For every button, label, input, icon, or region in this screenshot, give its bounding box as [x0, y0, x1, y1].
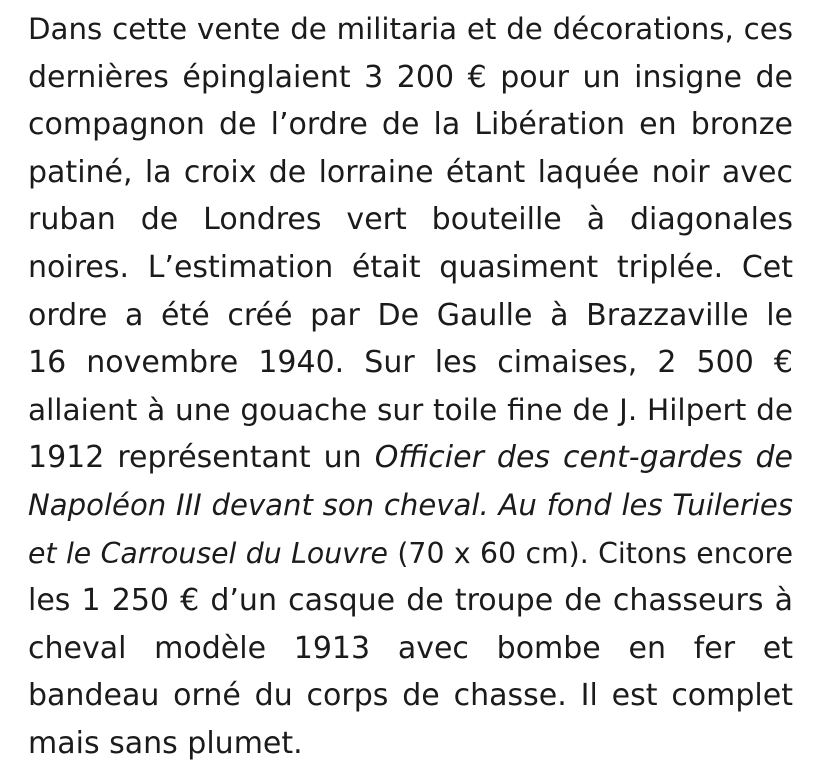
text-segment: ordre a été créé par De Gaulle à Brazzaville le [28, 297, 793, 333]
text-segment: allaient à une gouache sur toile fine de J. Hilpert de [28, 392, 793, 427]
text-segment: (70 x 60 cm). Citons encore [387, 536, 793, 570]
text-line [28, 625, 793, 673]
text-line [28, 54, 793, 102]
text-segment: 1912 représentant un [28, 440, 375, 476]
text-segment: ruban de Londres vert bouteille à diagonales [28, 202, 793, 238]
text-line [28, 720, 793, 768]
text-line [28, 387, 793, 435]
text-line [28, 196, 793, 244]
text-line [28, 292, 793, 340]
text-line [28, 244, 793, 292]
text-segment: mais sans plumet. [28, 725, 303, 761]
text-segment: cheval modèle 1913 avec bombe en fer et [28, 630, 793, 666]
text-segment: bandeau orné du corps de chasse. Il est complet [28, 678, 793, 714]
text-segment: compagnon de l’ordre de la Libération en bronze [28, 107, 793, 143]
text-segment: patiné, la croix de lorraine étant laquée noir avec [28, 154, 793, 190]
text-segment: dernières épinglaient 3 200 € pour un insigne de [28, 59, 793, 95]
text-line [28, 149, 793, 197]
article-paragraph [28, 6, 793, 768]
text-segment: 16 novembre 1940. Sur les cimaises, 2 500 € [28, 345, 793, 381]
italic-title-segment: Officier des cent-gardes de [374, 440, 793, 476]
text-line [28, 339, 793, 387]
text-line [28, 482, 793, 530]
text-line [28, 101, 793, 149]
text-line [28, 530, 793, 578]
text-line [28, 6, 793, 54]
text-line [28, 434, 793, 482]
text-line [28, 577, 793, 625]
text-segment: les 1 250 € d’un casque de troupe de chasseurs à [28, 583, 793, 619]
text-segment: Dans cette vente de militaria et de décorations, ces [28, 12, 793, 46]
italic-title-segment: et le Carrousel du Louvre [28, 536, 388, 570]
text-line [28, 672, 793, 720]
italic-title-segment: Napoléon III devant son cheval. Au fond les Tuileries [28, 487, 793, 522]
text-segment: noires. L’estimation était quasiment triplée. Cet [28, 249, 793, 285]
